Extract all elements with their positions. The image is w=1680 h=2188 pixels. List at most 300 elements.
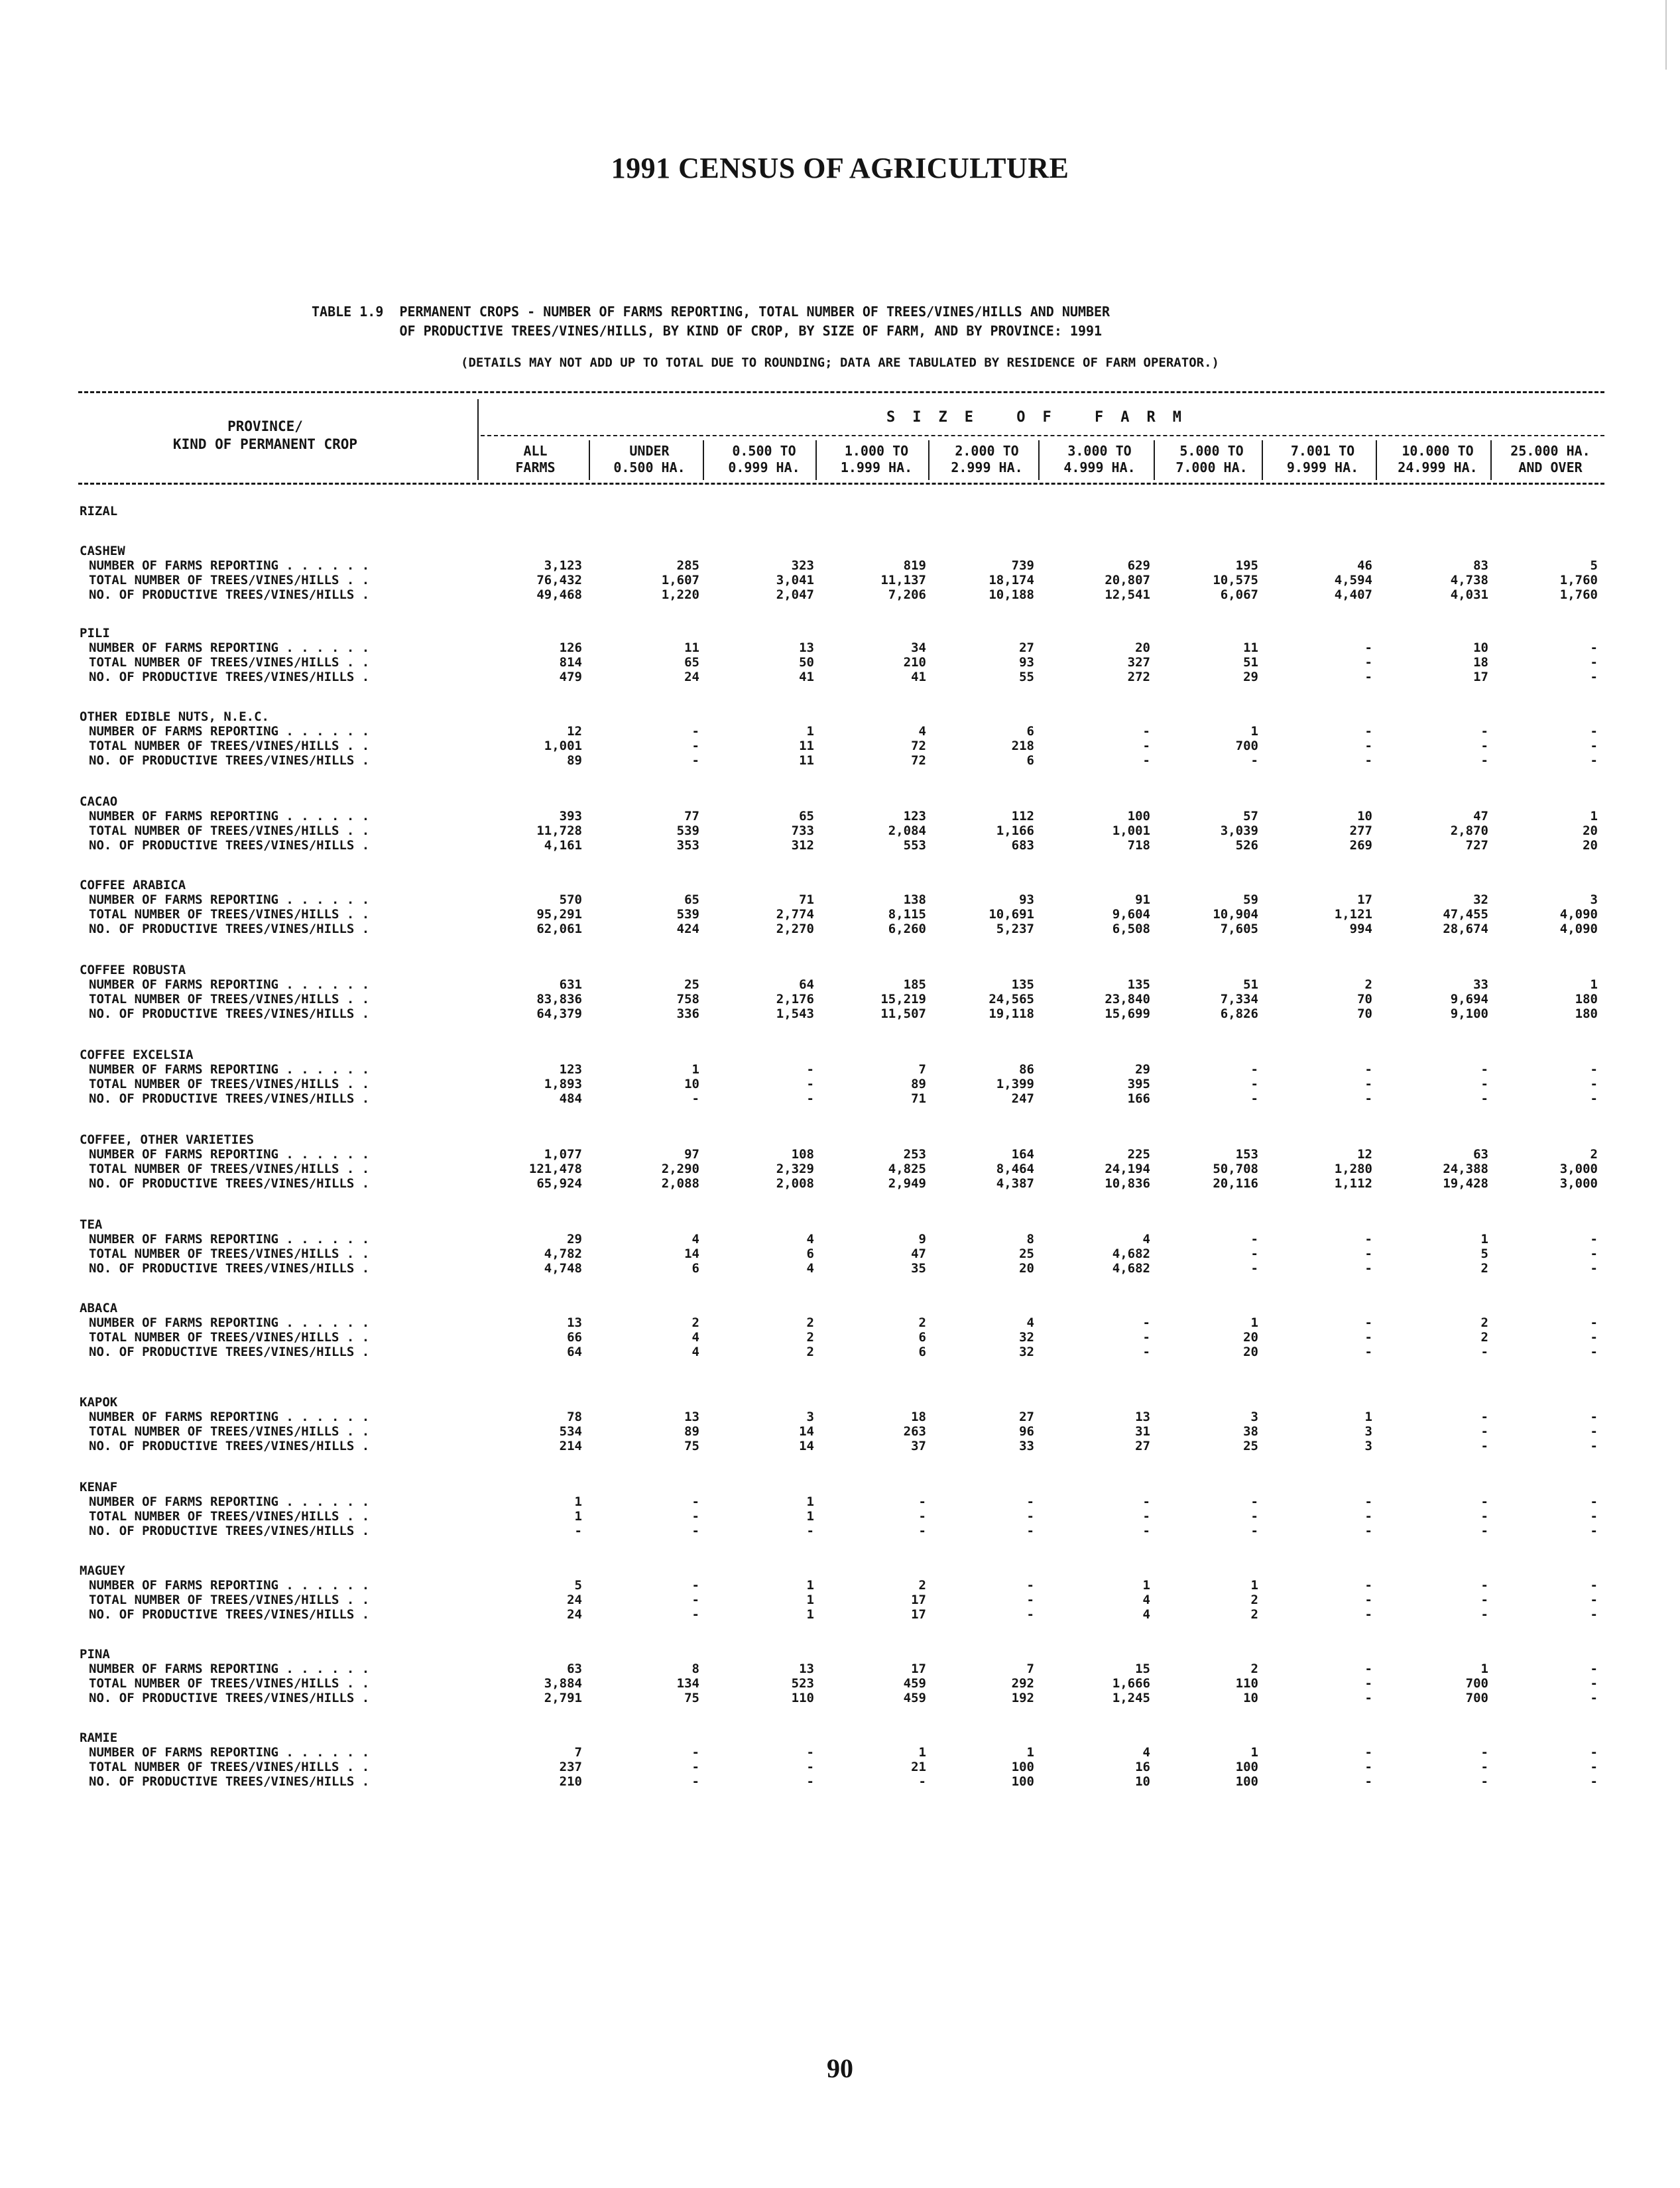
table-cell: - [691,1509,699,1524]
table-cell: - [1590,1509,1598,1524]
table-cell: 3,000 [1559,1176,1598,1191]
table-cell: 110 [1235,1676,1258,1691]
table-cell: 1,121 [1334,907,1372,922]
table-cell: - [1364,1232,1372,1246]
row-label: NUMBER OF FARMS REPORTING . . . . . . [89,1315,370,1330]
table-cell: - [1480,1774,1488,1789]
size-of-farm-banner: SIZE OF FARM [886,409,1199,426]
table-cell: 1 [1590,809,1598,823]
table-cell: - [1590,640,1598,655]
row-label: TOTAL NUMBER OF TREES/VINES/HILLS . . [89,1760,370,1774]
table-cell: 631 [559,977,582,992]
column-header-line: FARMS [515,459,556,475]
table-cell: - [1364,1345,1372,1359]
table-cell: 1 [806,724,814,739]
column-rule [1262,440,1263,480]
crop-name: TEA [80,1217,103,1232]
table-cell: 1 [806,1494,814,1509]
table-cell: 65 [799,809,814,823]
table-cell: 4,161 [544,838,582,853]
table-cell: 28,674 [1443,922,1488,936]
row-label: TOTAL NUMBER OF TREES/VINES/HILLS . . [89,1593,370,1607]
table-cell: 37 [911,1439,926,1453]
column-header-line: UNDER [629,443,670,459]
table-cell: - [1026,1524,1034,1538]
table-cell: 6 [806,1246,814,1261]
table-cell: 34 [911,640,926,655]
province-label: RIZAL [80,504,118,518]
table-cell: - [1590,1330,1598,1345]
row-label: NUMBER OF FARMS REPORTING . . . . . . [89,724,370,739]
table-cell: 4 [691,1330,699,1345]
table-cell: 739 [1011,558,1034,573]
table-cell: 1,220 [661,587,699,602]
table-cell: 7 [1026,1662,1034,1676]
table-cell: 15,699 [1105,1006,1150,1021]
table-cell: 121,478 [528,1162,582,1176]
table-cell: - [691,1091,699,1106]
row-label: NUMBER OF FARMS REPORTING . . . . . . [89,640,370,655]
table-cell: 11 [684,640,699,655]
table-cell: - [1364,1578,1372,1593]
row-label: TOTAL NUMBER OF TREES/VINES/HILLS . . [89,1077,370,1091]
table-cell: 4 [1026,1315,1034,1330]
table-cell: 70 [1357,1006,1372,1021]
row-label: NUMBER OF FARMS REPORTING . . . . . . [89,1494,370,1509]
row-label: NO. OF PRODUCTIVE TREES/VINES/HILLS . [89,1345,370,1359]
table-cell: 526 [1235,838,1258,853]
table-cell: 55 [1019,670,1034,684]
table-cell: 96 [1019,1424,1034,1439]
table-cell: 166 [1127,1091,1150,1106]
table-cell: - [1142,1345,1150,1359]
table-cell: 24 [567,1593,582,1607]
column-header-line: 25.000 HA. [1510,443,1590,459]
table-cell: 214 [559,1439,582,1453]
table-cell: 2 [1364,977,1372,992]
table-cell: 14 [684,1246,699,1261]
row-label: NO. OF PRODUCTIVE TREES/VINES/HILLS . [89,1439,370,1453]
table-cell: 9,694 [1450,992,1488,1006]
table-cell: 424 [676,922,699,936]
table-cell: 1 [1026,1745,1034,1760]
row-label: NO. OF PRODUCTIVE TREES/VINES/HILLS . [89,1176,370,1191]
table-cell: - [691,1578,699,1593]
table-cell: - [1364,1760,1372,1774]
table-cell: 9 [918,1232,926,1246]
column-header-line: 7.000 HA. [1175,459,1248,475]
column-rule [1038,440,1040,480]
table-cell: 6,508 [1112,922,1150,936]
table-cell: 35 [911,1261,926,1276]
table-cell: - [1250,1246,1258,1261]
column-header [819,443,934,476]
stub-header-line: KIND OF PERMANENT CROP [172,436,358,452]
table-cell: 272 [1127,670,1150,684]
document-title: 1991 CENSUS OF AGRICULTURE [611,152,1069,184]
table-cell: 10,691 [989,907,1034,922]
table-cell: 47,455 [1443,907,1488,922]
column-header-line: 4.999 HA. [1063,459,1136,475]
table-cell: - [1590,739,1598,753]
table-cell: - [1480,1424,1488,1439]
table-cell: 38 [1243,1424,1258,1439]
table-cell: 285 [676,558,699,573]
table-cell: 819 [903,558,926,573]
table-cell: 11,728 [536,823,582,838]
table-cell: 1 [1590,977,1598,992]
column-header-line: 9.999 HA. [1286,459,1359,475]
crop-name: RAMIE [80,1731,118,1745]
table-cell: - [1480,1760,1488,1774]
table-cell: - [1590,1315,1598,1330]
column-header-line: 1.000 TO [844,443,909,459]
table-cell: 9,604 [1112,907,1150,922]
table-cell: 11 [799,753,814,768]
table-cell: 1,666 [1112,1676,1150,1691]
column-header [1157,443,1266,476]
table-cell: - [1142,753,1150,768]
table-cell: - [806,1091,814,1106]
row-label: NUMBER OF FARMS REPORTING . . . . . . [89,977,370,992]
table-cell: 2,047 [776,587,814,602]
table-cell: - [1142,739,1150,753]
table-cell: 10,188 [989,587,1034,602]
table-cell: - [1480,1524,1488,1538]
table-cell: - [1590,1760,1598,1774]
table-cell: - [1364,1691,1372,1705]
table-cell: 323 [791,558,814,573]
table-cell: 4 [1142,1593,1150,1607]
table-cell: 312 [791,838,814,853]
table-cell: 2,176 [776,992,814,1006]
table-cell: - [1250,1077,1258,1091]
table-cell: - [691,1593,699,1607]
column-header [1379,443,1496,476]
table-cell: 2 [691,1315,699,1330]
table-cell: 164 [1011,1147,1034,1162]
table-cell: 4,407 [1334,587,1372,602]
table-cell: 6 [1026,724,1034,739]
table-cell: 2 [1590,1147,1598,1162]
table-cell: 112 [1011,809,1034,823]
table-cell: 2,774 [776,907,814,922]
row-label: NUMBER OF FARMS REPORTING . . . . . . [89,1232,370,1246]
table-cell: - [1364,1676,1372,1691]
table-cell: 1 [1480,1232,1488,1246]
table-cell: - [1364,640,1372,655]
table-cell: 7,605 [1220,922,1258,936]
table-cell: 10,904 [1213,907,1258,922]
table-cell: - [1142,1330,1150,1345]
table-cell: 24,388 [1443,1162,1488,1176]
table-cell: 3,039 [1220,823,1258,838]
header-top-rule [78,391,1604,393]
table-cell: 64,379 [536,1006,582,1021]
table-cell: 1 [806,1607,814,1622]
table-cell: 10 [1357,809,1372,823]
row-label: TOTAL NUMBER OF TREES/VINES/HILLS . . [89,1509,370,1524]
table-cell: 4 [918,724,926,739]
column-header-line: 0.999 HA. [728,459,800,475]
table-cell: 93 [1019,892,1034,907]
table-cell: 327 [1127,655,1150,670]
table-cell: - [1480,753,1488,768]
table-cell: - [1026,1593,1034,1607]
table-cell: 2 [1480,1315,1488,1330]
row-label: NO. OF PRODUCTIVE TREES/VINES/HILLS . [89,838,370,853]
table-cell: 24 [684,670,699,684]
table-cell: 5,237 [996,922,1034,936]
row-label: NO. OF PRODUCTIVE TREES/VINES/HILLS . [89,1091,370,1106]
table-cell: - [1590,1593,1598,1607]
table-cell: 47 [911,1246,926,1261]
column-header-line: 0.500 HA. [613,459,686,475]
table-cell: 6,260 [888,922,926,936]
table-cell: 100 [1127,809,1150,823]
table-cell: 31 [1135,1424,1150,1439]
table-cell: 9,100 [1450,1006,1488,1021]
table-cell: 727 [1465,838,1488,853]
table-cell: - [1480,1410,1488,1424]
table-cell: 33 [1473,977,1488,992]
row-label: NO. OF PRODUCTIVE TREES/VINES/HILLS . [89,670,370,684]
table-cell: 62,061 [536,922,582,936]
table-cell: - [1590,1774,1598,1789]
table-cell: 1 [1250,1745,1258,1760]
row-label: TOTAL NUMBER OF TREES/VINES/HILLS . . [89,573,370,587]
table-cell: 1 [574,1509,582,1524]
table-cell: 4 [691,1345,699,1359]
table-note: (DETAILS MAY NOT ADD UP TO TOTAL DUE TO ROUNDING; DATA ARE TABULATED BY RESIDENCE OF FARM OPERATOR.) [461,355,1219,370]
table-cell: 2 [1250,1593,1258,1607]
table-cell: 24 [567,1607,582,1622]
table-cell: 95,291 [536,907,582,922]
table-cell: 534 [559,1424,582,1439]
table-cell: - [1026,1494,1034,1509]
table-cell: 3,123 [544,558,582,573]
table-cell: 459 [903,1691,926,1705]
column-header [706,443,822,476]
table-cell: - [574,1524,582,1538]
table-cell: - [1480,1345,1488,1359]
table-cell: 4,090 [1559,922,1598,936]
table-cell: - [1364,739,1372,753]
table-cell: 10 [684,1077,699,1091]
table-cell: 6 [918,1345,926,1359]
table-cell: 994 [1349,922,1372,936]
table-cell: 3,041 [776,573,814,587]
table-cell: 6 [1026,753,1034,768]
table-cell: - [1364,1774,1372,1789]
crop-name: COFFEE ROBUSTA [80,963,186,977]
table-cell: - [1364,1745,1372,1760]
table-cell: 180 [1575,992,1598,1006]
crop-name: ABACA [80,1301,118,1315]
table-cell: 13 [567,1315,582,1330]
table-cell: 3,884 [544,1676,582,1691]
table-cell: - [1364,1315,1372,1330]
row-label: NUMBER OF FARMS REPORTING . . . . . . [89,1410,370,1424]
table-cell: 135 [1011,977,1034,992]
row-label: NUMBER OF FARMS REPORTING . . . . . . [89,892,370,907]
table-cell: 6,067 [1220,587,1258,602]
row-label: NUMBER OF FARMS REPORTING . . . . . . [89,558,370,573]
table-cell: 13 [1135,1410,1150,1424]
table-cell: 100 [1011,1774,1034,1789]
table-cell: 27 [1135,1439,1150,1453]
table-cell: 1,543 [776,1006,814,1021]
table-cell: 2,791 [544,1691,582,1705]
row-label: NUMBER OF FARMS REPORTING . . . . . . [89,1578,370,1593]
page-number: 90 [827,2053,853,2083]
table-cell: 32 [1019,1345,1034,1359]
table-cell: 1 [1480,1662,1488,1676]
table-cell: - [691,753,699,768]
table-cell: 51 [1243,977,1258,992]
table-cell: - [1364,1062,1372,1077]
table-cell: 14 [799,1424,814,1439]
table-cell: - [1250,753,1258,768]
table-cell: 66 [567,1330,582,1345]
table-cell: 523 [791,1676,814,1691]
table-cell: 1,245 [1112,1691,1150,1705]
table-cell: 17 [1473,670,1488,684]
table-cell: 65,924 [536,1176,582,1191]
table-cell: 237 [559,1760,582,1774]
table-cell: - [1026,1607,1034,1622]
table-cell: 76,432 [536,573,582,587]
row-label: NO. OF PRODUCTIVE TREES/VINES/HILLS . [89,587,370,602]
table-cell: - [806,1745,814,1760]
row-label: NUMBER OF FARMS REPORTING . . . . . . [89,1062,370,1077]
table-cell: 2 [1480,1330,1488,1345]
row-label: TOTAL NUMBER OF TREES/VINES/HILLS . . [89,1676,370,1691]
table-cell: 50,708 [1213,1162,1258,1176]
table-cell: 292 [1011,1676,1034,1691]
crop-name: COFFEE, OTHER VARIETIES [80,1132,255,1147]
table-cell: 336 [676,1006,699,1021]
table-cell: 4,748 [544,1261,582,1276]
table-cell: 2,270 [776,922,814,936]
column-header-line: 3.000 TO [1067,443,1132,459]
column-rule [589,440,590,480]
table-cell: 25 [1243,1439,1258,1453]
table-cell: 1,893 [544,1077,582,1091]
table-cell: - [918,1774,926,1789]
table-cell: 50 [799,655,814,670]
table-cell: 1,760 [1559,587,1598,602]
table-cell: 49,468 [536,587,582,602]
table-cell: - [918,1524,926,1538]
crop-name: KENAF [80,1480,118,1494]
table-cell: - [691,724,699,739]
table-cell: 15 [1135,1662,1150,1676]
table-cell: 24,194 [1105,1162,1150,1176]
table-cell: 10,575 [1213,573,1258,587]
table-cell: 3,000 [1559,1162,1598,1176]
table-cell: - [1480,1494,1488,1509]
table-cell: 4,387 [996,1176,1034,1191]
table-cell: - [1250,1509,1258,1524]
table-cell: 19,118 [989,1006,1034,1021]
row-label: NUMBER OF FARMS REPORTING . . . . . . [89,809,370,823]
table-cell: - [1480,1077,1488,1091]
table-cell: - [1480,1578,1488,1593]
table-cell: 2 [918,1578,926,1593]
table-cell: 17 [1357,892,1372,907]
table-cell: 13 [799,640,814,655]
row-label: NO. OF PRODUCTIVE TREES/VINES/HILLS . [89,1607,370,1622]
column-rule [1490,440,1492,480]
column-header-line: 1.999 HA. [840,459,913,475]
table-cell: 100 [1235,1774,1258,1789]
table-cell: 14 [799,1439,814,1453]
table-cell: - [1142,1524,1150,1538]
table-cell: 16 [1135,1760,1150,1774]
row-label: NO. OF PRODUCTIVE TREES/VINES/HILLS . [89,1006,370,1021]
table-cell: 65 [684,655,699,670]
table-cell: 72 [911,753,926,768]
table-cell: - [1590,1091,1598,1106]
stub-header [93,418,438,454]
table-cell: - [918,1494,926,1509]
row-label: NO. OF PRODUCTIVE TREES/VINES/HILLS . [89,1691,370,1705]
table-cell: 108 [791,1147,814,1162]
table-cell: 78 [567,1410,582,1424]
stub-header-line: PROVINCE/ [227,418,303,434]
row-label: NO. OF PRODUCTIVE TREES/VINES/HILLS . [89,753,370,768]
table-cell: 18,174 [989,573,1034,587]
row-label: TOTAL NUMBER OF TREES/VINES/HILLS . . [89,1330,370,1345]
column-header [1495,443,1606,476]
table-cell: 32 [1019,1330,1034,1345]
table-cell: 8,115 [888,907,926,922]
table-cell: 18 [911,1410,926,1424]
table-cell: 83 [1473,558,1488,573]
table-cell: - [1590,1676,1598,1691]
table-cell: 539 [676,907,699,922]
row-label: TOTAL NUMBER OF TREES/VINES/HILLS . . [89,992,370,1006]
table-cell: 180 [1575,1006,1598,1021]
table-cell: 91 [1135,892,1150,907]
table-cell: - [1364,1524,1372,1538]
table-cell: 700 [1465,1691,1488,1705]
table-cell: - [1364,1330,1372,1345]
table-cell: 32 [1473,892,1488,907]
table-cell: 123 [559,1062,582,1077]
table-cell: - [1250,1524,1258,1538]
table-cell: 2 [806,1330,814,1345]
table-cell: 210 [559,1774,582,1789]
table-cell: 64 [799,977,814,992]
table-cell: - [1142,1509,1150,1524]
crop-name: CASHEW [80,544,125,558]
table-cell: 65 [684,892,699,907]
column-header [1041,443,1158,476]
table-cell: 1 [1250,724,1258,739]
table-cell: - [1480,739,1488,753]
table-cell: 1 [918,1745,926,1760]
table-cell: 86 [1019,1062,1034,1077]
crop-name: COFFEE EXCELSIA [80,1048,194,1062]
table-cell: 3 [1364,1424,1372,1439]
table-cell: - [1480,1062,1488,1077]
table-cell: 1,607 [661,573,699,587]
table-cell: 3 [1364,1439,1372,1453]
table-cell: - [918,1509,926,1524]
table-cell: 395 [1127,1077,1150,1091]
